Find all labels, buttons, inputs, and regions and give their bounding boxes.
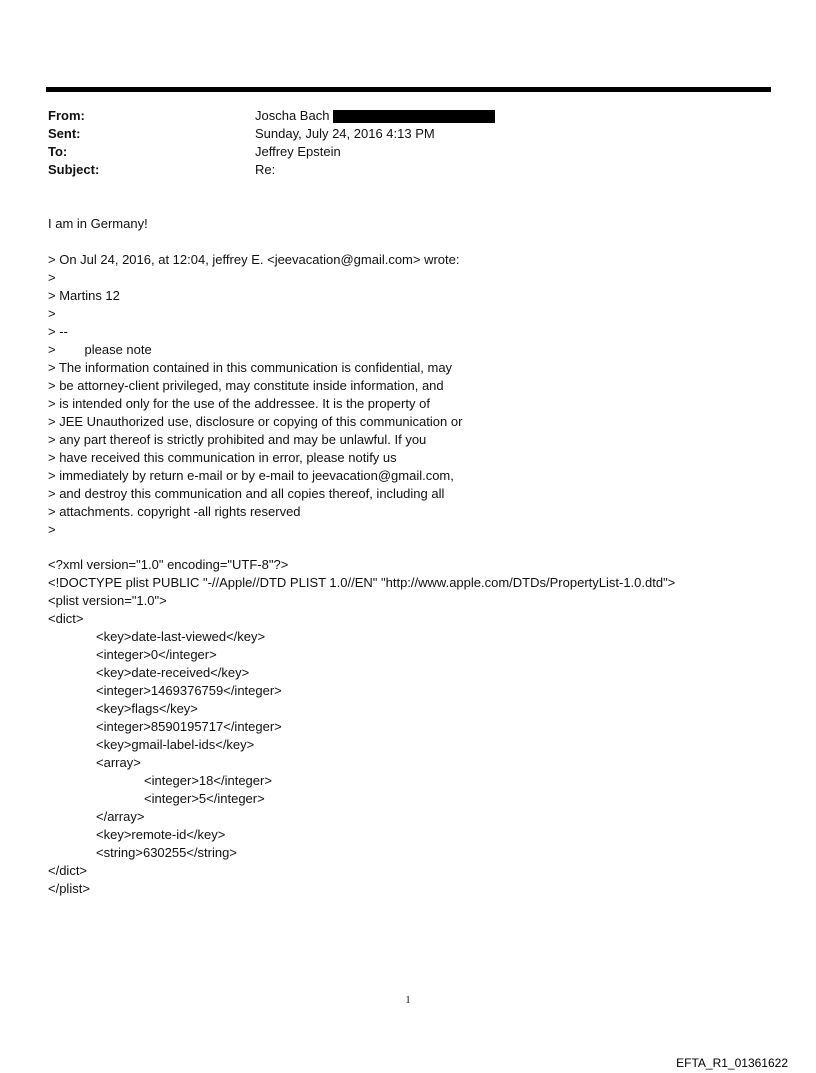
body-line: > attachments. copyright -all rights reserved (48, 504, 301, 519)
body-line: > please note (48, 342, 152, 357)
subject-value: Re: (255, 162, 276, 177)
xml-line: <integer>18</integer> (144, 773, 272, 788)
body-line: > On Jul 24, 2016, at 12:04, jeffrey E. <jeevacation@gmail.com> wrote: (48, 252, 460, 267)
body-line: > is intended only for the use of the addressee. It is the property of (48, 396, 430, 411)
body-line: > any part thereof is strictly prohibited and may be unlawful. If you (48, 432, 427, 447)
xml-line: <key>date-last-viewed</key> (96, 629, 266, 644)
body-line: > The information contained in this communication is confidential, may (48, 360, 453, 375)
xml-line: </plist> (48, 881, 90, 896)
xml-line: <integer>1469376759</integer> (96, 683, 282, 698)
bates-id: EFTA_R1_01361622 (676, 1056, 788, 1070)
xml-line: </array> (96, 809, 145, 824)
body-line: > -- (48, 324, 68, 339)
sent-value: Sunday, July 24, 2016 4:13 PM (255, 126, 435, 141)
body-line: > (48, 522, 56, 537)
xml-line: <?xml version="1.0" encoding="UTF-8"?> (48, 557, 289, 572)
plist-xml (48, 556, 788, 898)
xml-line: <string>630255</string> (96, 845, 237, 860)
xml-line: <plist version="1.0"> (48, 593, 167, 608)
xml-line: <key>flags</key> (96, 701, 198, 716)
xml-line: <dict> (48, 611, 84, 626)
body-line: > (48, 306, 56, 321)
xml-line: <array> (96, 755, 141, 770)
body-line: > Martins 12 (48, 288, 120, 303)
xml-line: <key>date-received</key> (96, 665, 250, 680)
body-line: > JEE Unauthorized use, disclosure or copying of this communication or (48, 414, 463, 429)
body-line: > have received this communication in error, please notify us (48, 450, 397, 465)
page-number: 1 (405, 994, 411, 1006)
body-line (48, 233, 788, 251)
to-label: To: (48, 144, 68, 159)
redaction-block (333, 110, 495, 123)
xml-line: <integer>5</integer> (144, 791, 265, 806)
subject-label: Subject: (48, 162, 100, 177)
xml-line: <integer>8590195717</integer> (96, 719, 282, 734)
from-name: Joscha Bach (255, 108, 330, 123)
xml-line: <key>gmail-label-ids</key> (96, 737, 255, 752)
xml-line: <key>remote-id</key> (96, 827, 226, 842)
body-line: > immediately by return e-mail or by e-mail to jeevacation@gmail.com, (48, 468, 454, 483)
body-line: I am in Germany! (48, 216, 148, 231)
body-line: > be attorney-client privileged, may constitute inside information, and (48, 378, 444, 393)
xml-line: <integer>0</integer> (96, 647, 217, 662)
xml-line: </dict> (48, 863, 88, 878)
header-divider (46, 87, 771, 92)
to-value: Jeffrey Epstein (255, 144, 341, 159)
email-body (48, 215, 788, 539)
body-line: > and destroy this communication and all copies thereof, including all (48, 486, 445, 501)
sent-label: Sent: (48, 126, 81, 141)
from-label: From: (48, 108, 85, 123)
xml-line: <!DOCTYPE plist PUBLIC "-//Apple//DTD PLIST 1.0//EN" "http://www.apple.com/DTDs/PropertyList-1.0.dtd"> (48, 575, 676, 590)
body-line: > (48, 270, 56, 285)
from-value (255, 107, 495, 125)
